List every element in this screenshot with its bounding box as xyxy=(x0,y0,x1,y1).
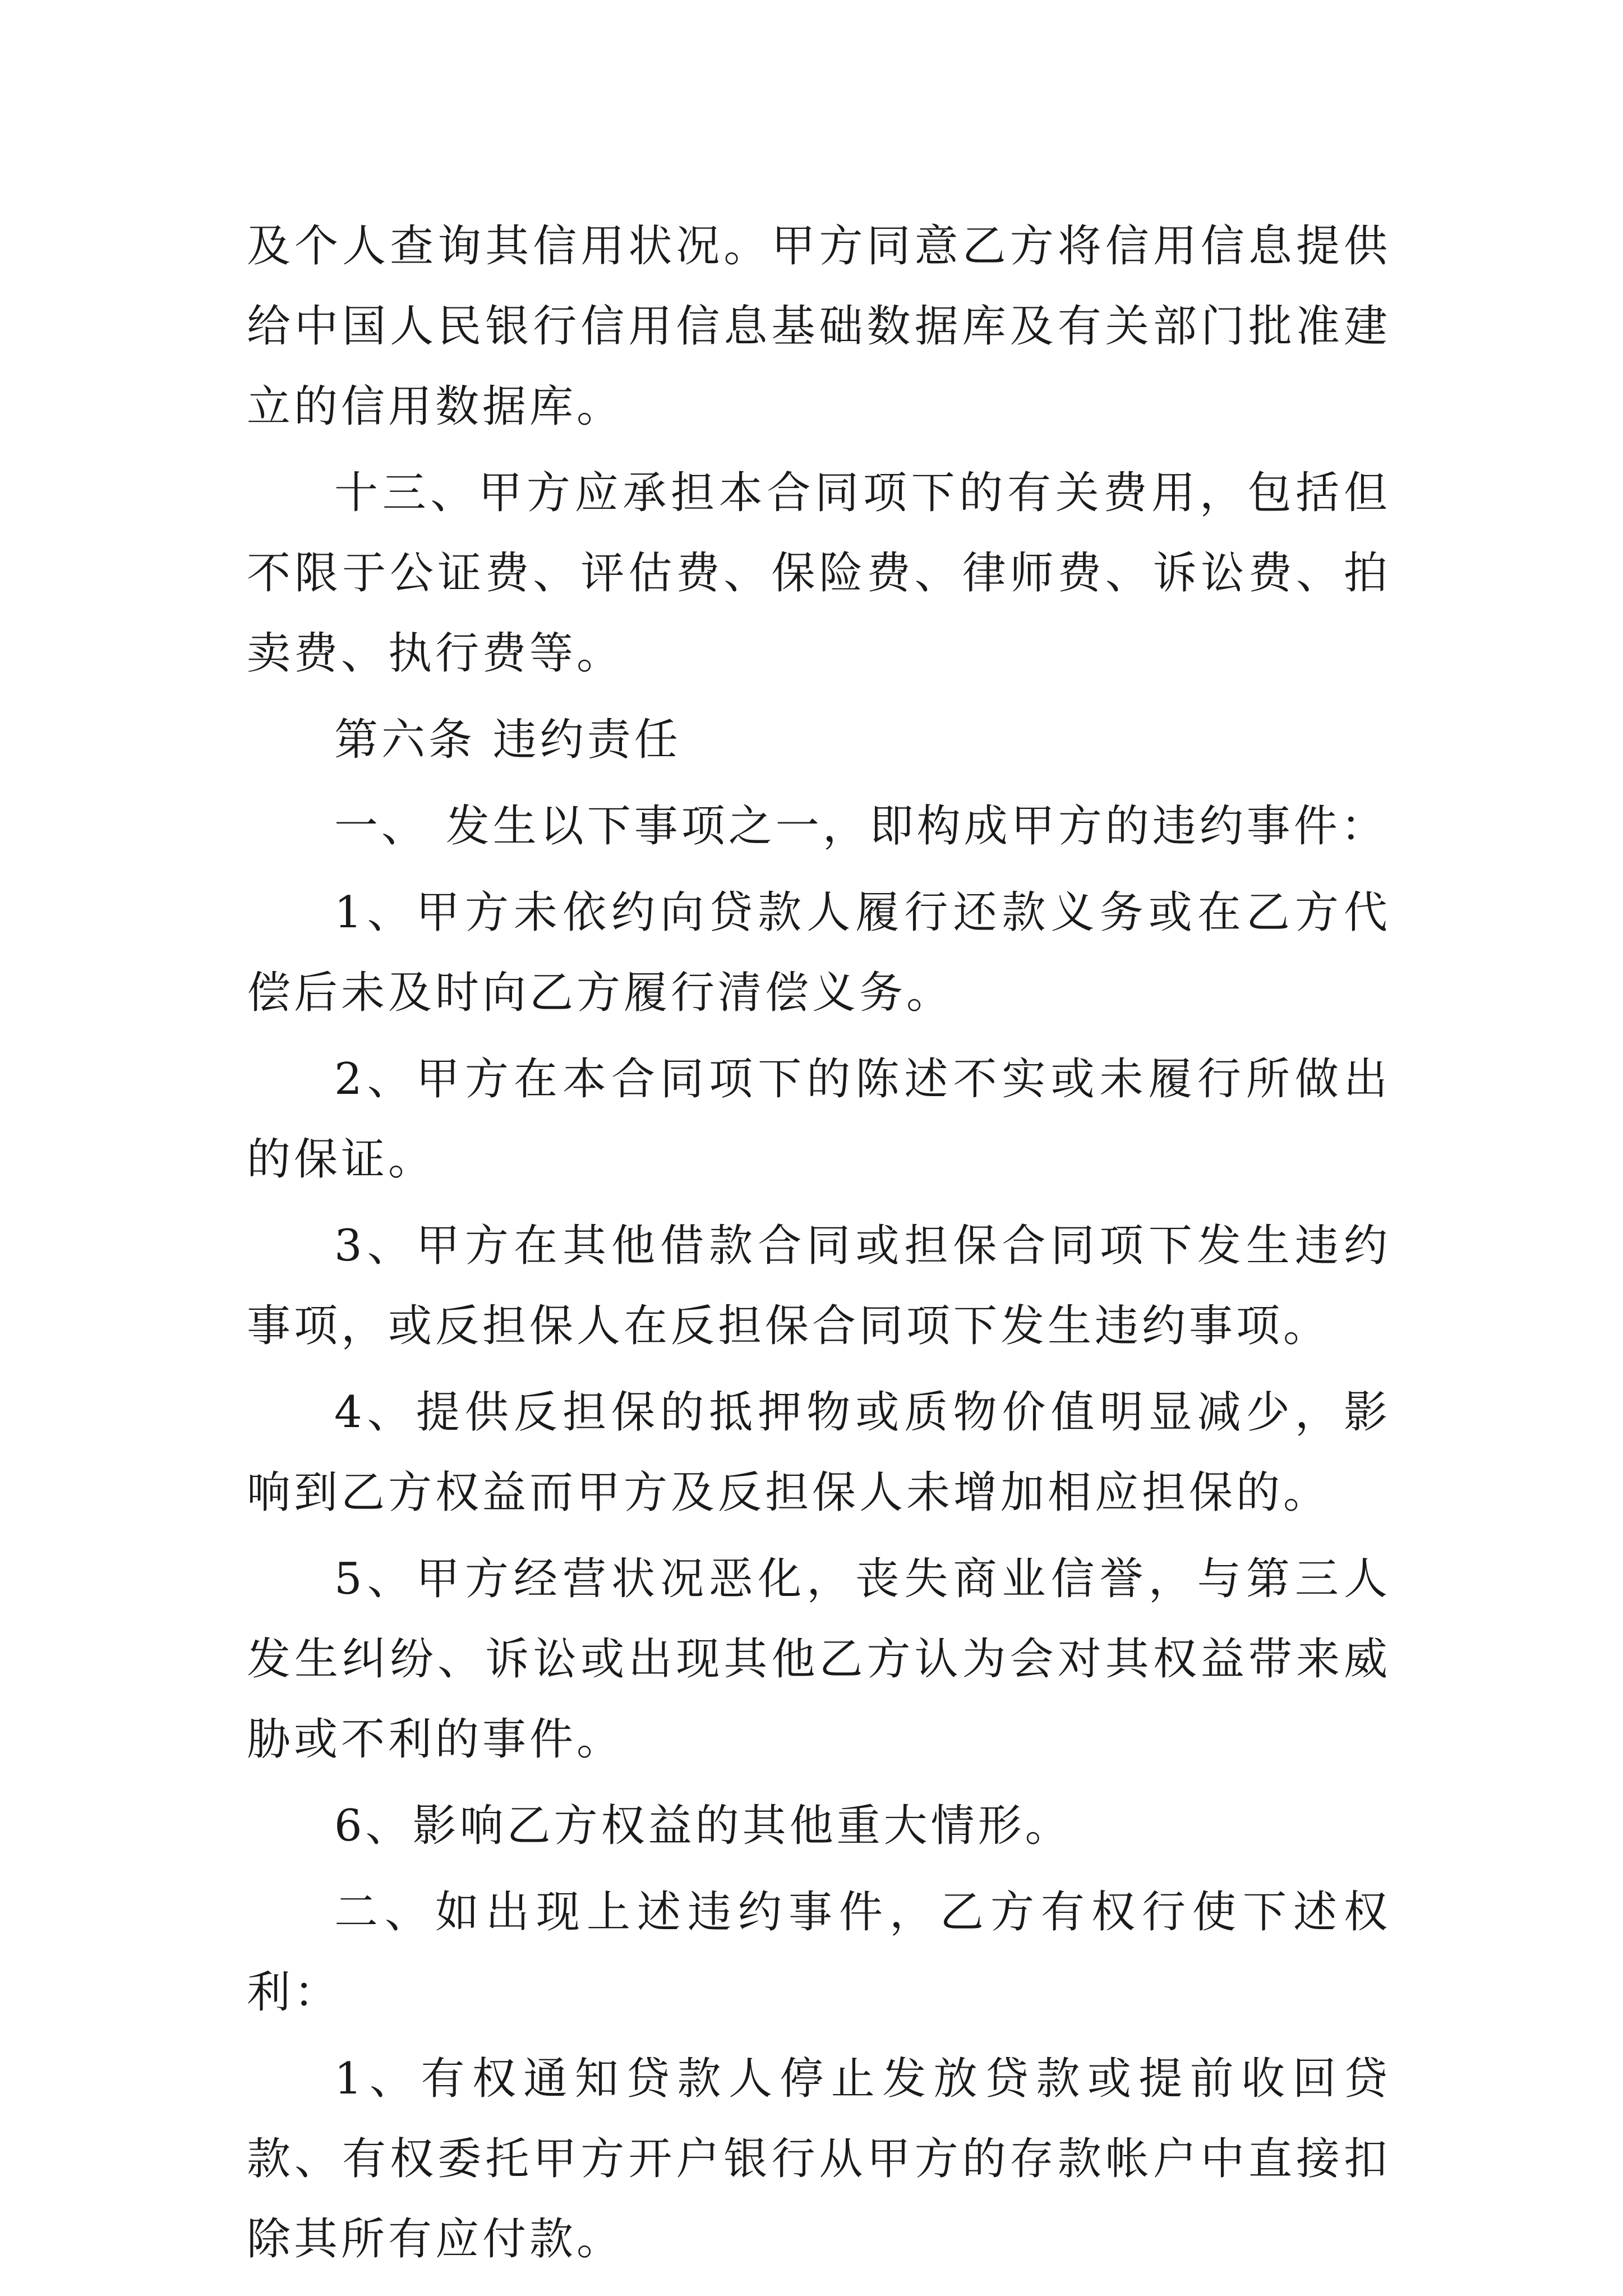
paragraph-item-13-fees: 十三、甲方应承担本合同项下的有关费用，包括但不限于公证费、评估费、保险费、律师费、诉讼费、拍卖费、执行费等。 xyxy=(247,468,1391,679)
paragraph-default-event-4: 4、提供反担保的抵押物或质物价值明显减少，影响到乙方权益而甲方及反担保人未增加相应担保的。 xyxy=(247,1387,1391,1518)
paragraph-default-event-6: 6、影响乙方权益的其他重大情形。 xyxy=(334,1801,1072,1851)
document-body xyxy=(247,206,1391,2280)
paragraph-default-event-1: 1、甲方未依约向贷款人履行还款义务或在乙方代偿后未及时向乙方履行清偿义务。 xyxy=(247,887,1391,1018)
paragraph-default-event-3: 3、甲方在其他借款合同或担保合同项下发生违约事项，或反担保人在反担保合同项下发生违约事项。 xyxy=(247,1221,1391,1351)
section-heading-article-6: 第六条 违约责任 xyxy=(334,715,681,765)
paragraph-credit-info: 及个人查询其信用状况。甲方同意乙方将信用信息提供给中国人民银行信用信息基础数据库及有关部门批准建立的信用数据库。 xyxy=(247,221,1391,432)
paragraph-default-event-5: 5、甲方经营状况恶化，丧失商业信誉，与第三人发生纠纷、诉讼或出现其他乙方认为会对其权益带来威胁或不利的事件。 xyxy=(247,1554,1391,1765)
paragraph-default-events-intro: 一、 发生以下事项之一，即构成甲方的违约事件： xyxy=(334,801,1388,852)
paragraph-remedies-intro: 二、如出现上述违约事件，乙方有权行使下述权利： xyxy=(247,1887,1391,2018)
paragraph-default-event-2: 2、甲方在本合同项下的陈述不实或未履行所做出的保证。 xyxy=(247,1054,1391,1185)
paragraph-remedy-1: 1、有权通知贷款人停止发放贷款或提前收回贷款、有权委托甲方开户银行从甲方的存款帐户中直接扣除其所有应付款。 xyxy=(247,2054,1391,2265)
